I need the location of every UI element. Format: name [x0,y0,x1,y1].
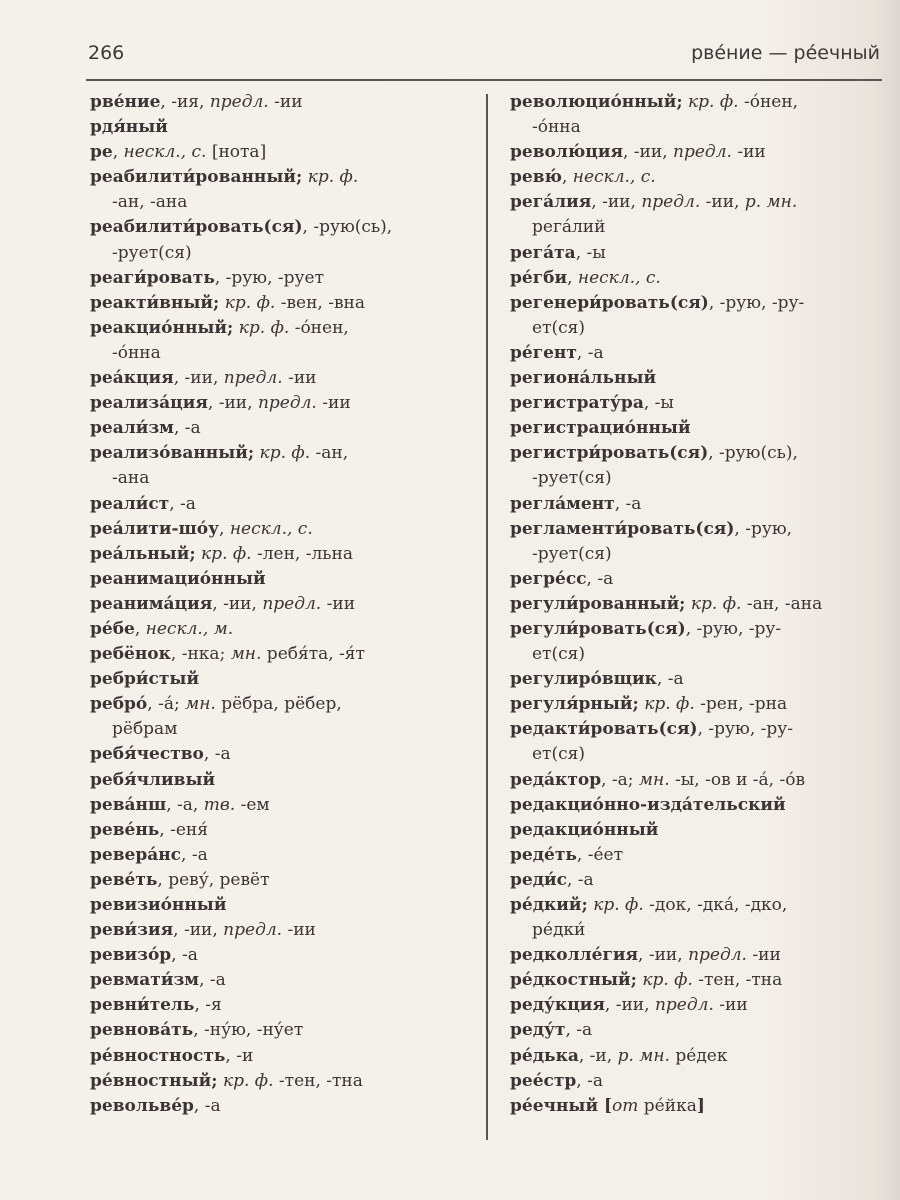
entry-continuation-line [510,215,890,240]
grammar-label: предл. [654,995,714,1016]
dictionary-entry-line [90,115,482,140]
dictionary-entry-line [90,492,482,517]
headword: ревнова́ть [90,1020,194,1041]
entry-text: рега́лий [532,217,606,238]
headword: реали́зм [90,418,174,439]
entry-text: -о́нен, [289,317,349,338]
headword: реакцио́нный; [90,317,234,338]
grammar-label: кр. ф. [224,292,276,313]
entry-text: , -а [656,669,684,690]
entry-text: -ан, -ана [112,192,188,213]
entry-text: -ан, -ана [741,593,823,614]
dictionary-entry-line [510,768,890,793]
entry-text: , -и [225,1045,254,1066]
entry-text: -рует(ся) [532,543,612,564]
headword: ре́бе [90,618,135,639]
headword: ребро́ [90,694,148,715]
grammar-label: предл. [673,142,732,163]
headword: реализа́ция [90,393,208,414]
headword: ревизо́р [90,945,172,966]
grammar-label: р. мн. [617,1045,670,1066]
entry-text: -вен, -вна [275,292,365,313]
dictionary-entry-line [90,1069,482,1094]
dictionary-entry-line [90,667,482,692]
dictionary-entry-line [510,868,890,893]
dictionary-entry-line [510,667,890,692]
headword: ре́ечный [510,1095,599,1116]
grammar-label: кр. ф. [688,92,739,112]
dictionary-entry-line [510,1094,890,1119]
headword: реду́кция [510,995,605,1016]
headword: рее́стр [510,1070,577,1091]
grammar-label: нескл., с. [229,518,313,539]
entry-text: , -ии, [207,393,258,414]
dictionary-entry-line [90,768,482,793]
headword: регламенти́ровать(ся) [510,518,735,539]
entry-text: , -а [565,1020,593,1041]
entry-continuation-line [510,316,890,341]
headword: региона́льный [510,368,657,389]
dictionary-entry-line [510,968,890,993]
dictionary-entry-line [90,542,482,567]
dictionary-entry-line [510,592,890,617]
headword: реди́с [510,869,567,890]
entry-text: -ии [713,995,748,1016]
dictionary-entry-line [510,692,890,717]
grammar-label: кр. ф. [307,167,359,188]
entry-text: -о́нен, [738,92,799,112]
headword: редакти́ровать(ся) [510,719,698,740]
entry-text: , -ы [575,242,606,263]
headword: реализо́ванный; [90,443,255,464]
headword: ре́дкий; [510,895,588,915]
dictionary-entry-line [510,190,890,215]
headword: регистрацио́нный [510,418,691,439]
dictionary-entry-line [510,492,890,517]
dictionary-entry-line [510,943,890,968]
entry-text: , -ии, [173,368,224,389]
headword: ] [696,1095,705,1116]
entry-continuation-line [510,542,890,567]
headword: рве́ние [90,92,161,112]
headword: регистри́ровать(ся) [510,443,709,464]
dictionary-entry-line [90,793,482,818]
dictionary-entry-line [90,818,482,843]
entry-text: , -ии, [638,945,689,966]
dictionary-entry-line [90,868,482,893]
entry-continuation-line [510,918,890,943]
dictionary-entry-line [510,416,890,441]
dictionary-entry-line [90,416,482,441]
entry-text: , -а [203,744,231,765]
dictionary-entry-line [510,366,890,391]
headword: ребри́стый [90,669,200,690]
grammar-label: кр. ф. [238,317,290,338]
grammar-label: нескл., с. [577,267,661,288]
headword: ре́дька [510,1045,579,1066]
headword: револю́ция [510,142,623,163]
entry-text: -док, -дка́, -дко, [643,895,788,915]
entry-text: -ии [731,142,766,163]
headword: регла́мент [510,493,615,514]
dictionary-entry-line [90,517,482,542]
headword: ре́вностный; [90,1070,218,1091]
column-divider [486,94,488,1140]
entry-text: , -а [169,493,196,514]
entry-text: , -а [193,1095,221,1116]
dictionary-entry-line [510,1044,890,1069]
headword: ре́гент [510,342,577,363]
entry-text: ре́дки́ [532,920,586,941]
entry-text: , -и, [578,1045,618,1066]
headword: реа́льный; [90,543,196,564]
dictionary-entry-line [510,517,890,542]
entry-text: , -ну́ю, -ну́ет [193,1020,304,1041]
dictionary-entry-line [90,943,482,968]
headword: регре́сс [510,568,587,589]
dictionary-entry-line [90,441,482,466]
dictionary-entry-line [510,717,890,742]
entry-continuation-line [510,642,890,667]
entry-text: , -а [576,1070,603,1091]
dictionary-entry-line [90,617,482,642]
entry-text: , -а [567,869,594,890]
headword: реанима́ция [90,593,213,614]
entry-text: ет(ся) [532,317,585,338]
headword: регули́рованный; [510,593,686,614]
headword: регулиро́вщик [510,669,657,690]
entry-text: [нота] [206,142,267,163]
entry-text: -ии [316,393,351,414]
headword: рдя́ный [90,117,168,138]
headword: регули́ровать(ся) [510,618,686,639]
header-rule [86,79,882,81]
entry-text: -тен, -тна [273,1070,363,1091]
headword: ре́дкостный; [510,970,637,991]
entry-text: -ии [268,92,303,112]
dictionary-entry-line [510,140,890,165]
entry-text: , [134,618,146,639]
dictionary-entry-line [510,291,890,316]
grammar-label: кр. ф. [222,1070,274,1091]
headword: [ [598,1095,613,1116]
dictionary-entry-line [90,140,482,165]
dictionary-entry-line [510,1069,890,1094]
entry-text: , -а; [601,769,639,790]
grammar-label: кр. ф. [259,443,311,464]
dictionary-entry-line [90,692,482,717]
entry-continuation-line [90,466,482,491]
dictionary-entry-line [90,291,482,316]
dictionary-entry-line [90,165,482,190]
grammar-label: кр. ф. [690,593,742,614]
dictionary-entry-line [90,215,482,240]
dictionary-entry-line [510,818,890,843]
headword: ре́вностность [90,1045,226,1066]
entry-text: , -ии, [212,593,263,614]
entry-continuation-line [510,115,890,140]
entry-text: -ии [746,945,781,966]
entry-text: , -я [194,995,222,1016]
entry-text: , -рую, -ру- [697,719,794,740]
entry-text: -тен, -тна [692,970,783,991]
grammar-label: от [612,1095,639,1116]
dictionary-entry-line [90,893,482,918]
grammar-label: кр. ф. [644,694,695,715]
page-number: 266 [88,42,125,64]
dictionary-entry-line [90,1094,482,1119]
entry-text: , -ия, [160,92,210,112]
entry-continuation-line [90,241,482,266]
headword: регенери́ровать(ся) [510,292,709,313]
dictionary-entry-line [510,241,890,266]
grammar-label: р. мн. [744,192,798,213]
headword: ребёнок [90,644,171,665]
dictionary-entry-line [510,843,890,868]
entry-text: , -рую, [734,518,793,539]
right-column [510,90,890,1119]
dictionary-entry-line [510,617,890,642]
entry-text: ет(ся) [532,644,585,665]
entry-text: , -а [173,418,201,439]
entry-continuation-line [90,341,482,366]
entry-text: -ы, -ов и -а́, -о́в [669,769,806,790]
headword: рега́лия [510,192,592,213]
headword: реабилити́ровать(ся) [90,217,303,238]
grammar-label: предл. [223,920,283,941]
entry-text: , [567,267,578,288]
entry-text: ребя́та, -я́т [261,644,365,665]
headword: реду́т [510,1020,566,1041]
headword: редакцио́нный [510,819,659,840]
dictionary-entry-line [510,1018,890,1043]
grammar-label: предл. [262,593,322,614]
entry-text: -о́нна [112,342,161,363]
grammar-label: предл. [223,368,283,389]
dictionary-entry-line [90,968,482,993]
headword: реве́ть [90,869,158,890]
headword: ре [90,142,113,163]
headword: реве́нь [90,819,160,840]
dictionary-entry-line [90,1044,482,1069]
entry-text: , [112,142,124,163]
grammar-label: мн. [230,644,262,665]
headword: ре́гби [510,267,568,288]
entry-text: -ии [321,593,356,614]
dictionary-entry-line [90,592,482,617]
entry-text: -ем [235,794,270,815]
entry-continuation-line [510,742,890,767]
dictionary-entry-line [90,567,482,592]
entry-continuation-line [510,466,890,491]
headword: редколле́гия [510,945,639,966]
headword: ревни́тель [90,995,195,1016]
entry-text: , -ии, [623,142,674,163]
dictionary-entry-line [90,391,482,416]
entry-text: , -а, [166,794,204,815]
headword: регуля́рный; [510,694,639,715]
entry-continuation-line [90,717,482,742]
entry-continuation-line [90,190,482,215]
dictionary-entry-line [90,90,482,115]
headword: реали́ст [90,493,170,514]
dictionary-entry-line [90,843,482,868]
entry-text: , -ии, [591,192,642,213]
headword: ревю́ [510,167,562,188]
dictionary-entry-line [90,316,482,341]
headword: рега́та [510,242,576,263]
dictionary-entry-line [90,642,482,667]
headword: реде́ть [510,844,577,865]
grammar-label: предл. [209,92,269,112]
entry-text: , -а [171,945,198,966]
dictionary-entry-line [90,918,482,943]
headword: реа́лити-шо́у [90,518,220,539]
grammar-label: кр. ф. [593,895,644,915]
grammar-label: нескл., с. [572,167,656,188]
entry-text: , -а [614,493,642,514]
entry-text: ет(ся) [532,744,585,765]
grammar-label: предл. [257,393,317,414]
entry-text: -о́нна [532,117,581,138]
dictionary-entry-line [510,993,890,1018]
dictionary-entry-line [510,567,890,592]
headword: ревера́нс [90,844,182,865]
entry-text: , -ии, [604,995,655,1016]
dictionary-entry-line [510,266,890,291]
grammar-label: предл. [688,945,747,966]
headword: ревизио́нный [90,895,227,915]
entry-text: , -рую, -ру- [708,292,805,313]
headword: реда́ктор [510,769,602,790]
dictionary-entry-line [510,893,890,918]
entry-text: -рует(ся) [532,468,612,489]
grammar-label: кр. ф. [642,970,693,991]
headword: реабилити́рованный; [90,167,303,188]
grammar-label: кр. ф. [201,543,252,564]
entry-text: , -еня́ [159,819,208,840]
entry-text: , -рую(сь), [708,443,798,464]
grammar-label: нескл., м. [145,618,234,639]
page-header [88,42,880,70]
entry-text: , -нка; [170,644,231,665]
dictionary-entry-line [510,90,890,115]
entry-text: , -а [181,844,208,865]
dictionary-entry-line [510,165,890,190]
dictionary-entry-line [510,341,890,366]
entry-text: , -а [199,970,226,991]
headword: ребя́чество [90,744,204,765]
grammar-label: мн. [638,769,670,790]
headword: ребя́чливый [90,769,216,790]
entry-text: , -ии, [173,920,224,941]
headword: реакти́вный; [90,292,220,313]
entry-text: , -а [586,568,614,589]
headword: реа́кция [90,368,174,389]
grammar-label: тв. [203,794,236,815]
entry-text: , [219,518,230,539]
headword: рева́нш [90,794,167,815]
headword: реви́зия [90,920,174,941]
grammar-label: нескл., с. [123,142,207,163]
dictionary-entry-line [90,366,482,391]
entry-text: , -рую(сь), [302,217,393,238]
entry-text: -ан, [310,443,349,464]
grammar-label: предл. [641,192,701,213]
entry-text: рёбрам [112,719,178,740]
left-column [90,90,482,1119]
entry-text: -ана [112,468,150,489]
entry-text: -ии [282,920,316,941]
entry-text: , реву́, ревёт [157,869,270,890]
entry-text: , -а́; [147,694,186,715]
entry-text: ре́йка [638,1095,697,1116]
grammar-label: мн. [185,694,216,715]
entry-text: -лен, -льна [251,543,354,564]
entry-text: ре́дек [669,1045,728,1066]
entry-text: -рует(ся) [112,242,192,263]
entry-text: , -рую, -рует [214,267,325,288]
running-head: рве́ние — ре́ечный [691,42,880,64]
entry-text: рёбра, рёбер, [215,694,342,715]
dictionary-entry-line [90,742,482,767]
headword: реанимацио́нный [90,568,266,589]
entry-text: , [561,167,573,188]
headword: редакцио́нно-изда́тельский [510,794,786,815]
entry-text: -рен, -рна [694,694,788,715]
headword: револьве́р [90,1095,194,1116]
dictionary-entry-line [510,391,890,416]
entry-text: , -ы [643,393,674,414]
entry-text: , -рую, -ру- [685,618,782,639]
entry-text: , -е́ет [576,844,623,865]
dictionary-entry-line [90,1018,482,1043]
entry-text: -ии, [700,192,745,213]
headword: реаги́ровать [90,267,215,288]
dictionary-entry-line [510,441,890,466]
dictionary-entry-line [510,793,890,818]
headword: регистрату́ра [510,393,644,414]
entry-text: , -а [576,342,604,363]
headword: ревмати́зм [90,970,200,991]
dictionary-entry-line [90,266,482,291]
entry-text: -ии [282,368,317,389]
dictionary-entry-line [90,993,482,1018]
headword: революцио́нный; [510,92,683,112]
